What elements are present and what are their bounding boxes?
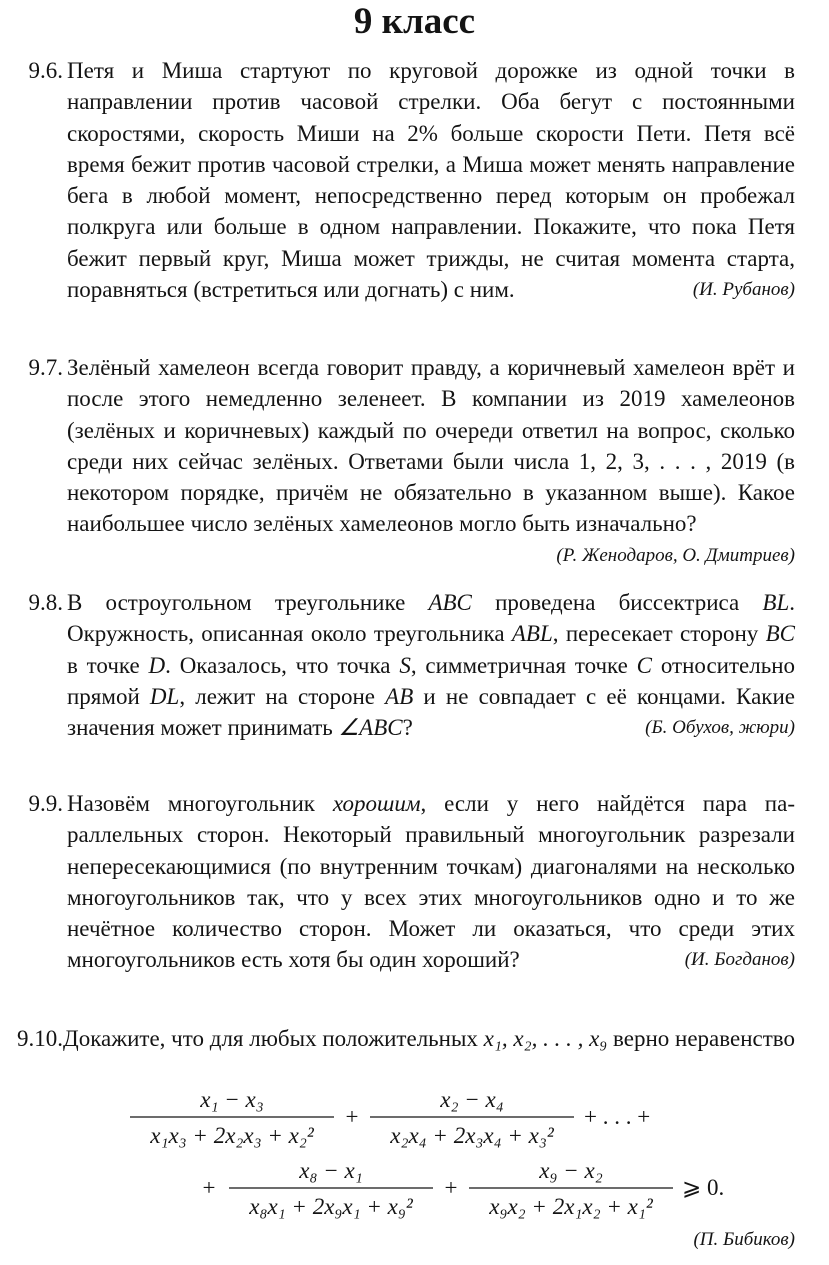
text-part: Докажите, что для любых положительных [63,1026,484,1051]
fraction-1-numerator: x₁ − x₃ [200,1087,264,1112]
math-dl: DL [149,683,180,709]
fraction-2-denominator: x₂x₄ + 2x₃x₄ + x₃² [390,1123,554,1148]
text-part: В остроугольном треугольнике [67,590,429,615]
text-part: относительно прямой [67,652,796,709]
math-s: S [399,652,411,678]
problem-author: (Б. Обухов, жюри) [645,717,795,739]
formula-svg [0,1080,829,1230]
math-ab: AB [385,683,414,709]
fraction-2-numerator: x₂ − x₄ [440,1087,504,1112]
fraction-4-denominator: x₉x₂ + 2x₁x₂ + x₁² [489,1194,653,1219]
problem-text [67,352,795,571]
problem-statement: Зелёный хамелеон всегда говорит правду, а коричневый хамелеон врёт и после этого немедленно зеленеет. В компании из 2019 хамелеонов (зелёных и коричневых) каждый по очереди ответил на вопрос, сколько среди них сейчас зелёных. Ответами были числа 1, 2, 3, . . . , 2019 (в некотором порядке, причём не обязательно в указанном выше). Какое наибольшее число зелёных хамелеонов могло быть изначально? [67,355,795,537]
problem-author: (П. Бибиков) [693,1229,795,1250]
plus-sign: + [444,1175,458,1200]
math-c: C [636,652,653,678]
page-title: 9 класс [353,1,476,42]
problem-author: (И. Богданов) [684,949,795,971]
math-bl: BL [762,590,790,615]
math-variables: x₁, x₂, . . . , x₉ [483,1026,608,1051]
plus-sign: + [202,1175,216,1200]
text-part: , лежит на стороне [179,683,386,709]
inequality-sign: ⩾ 0. [682,1175,725,1200]
text-part: , если у него найдётся пара параллельных сторон. Некоторый правильный многоугольник разрезали непересекающимися (по внутренним точкам) диагоналями на несколько многоугольников так, что у всех этих многоугольников одно и то же нечётное количество сторон. Может ли оказаться, что среди этих многоугольников есть хотя бы один хороший? [67,791,795,973]
text-part: , пересекает сторону [552,621,766,647]
author-line [63,1224,795,1255]
problem-number: 9.8. [28,590,63,615]
problem-number: 9.9. [28,791,63,816]
problem-author: (И. Рубанов) [692,279,795,301]
fraction-1-denominator: x₁x₃ + 2x₂x₃ + x₂² [150,1123,314,1148]
text-part: проведена биссектриса [471,590,763,615]
math-d: D [148,652,166,678]
ellipsis-plus: + . . . + [584,1104,651,1129]
fraction-3-numerator: x₈ − x₁ [299,1158,363,1183]
text-part: и не совпадает с её концами. Какие значения может принимать [67,683,795,741]
problem-number: 9.10. [17,1026,63,1051]
problem-text [63,1023,795,1054]
text-part: . Окружность, описанная около треугольника [67,590,795,647]
math-angle-abc: ∠ABC [338,715,403,741]
fraction-4-numerator: x₉ − x₂ [539,1158,603,1183]
fraction-3-denominator: x₈x₁ + 2x₉x₁ + x₉² [249,1194,413,1219]
text-part: Назовём многоугольник [67,791,333,816]
text-part: . Оказалось, что точка [165,652,400,678]
problem-statement: Петя и Миша стартуют по круговой дорожке из одной точки в направлении против часовой стрелки. Оба бегут с постоянными скоростями, скорость Миши на 2% больше скорости Пети. Петя всё время бежит против часовой стрелки, а Миша может менять направление бега в любой момент, непосредственно перед которым он пробежал полкруга или больше в одном направлении. Покажите, что пока Петя бежит первый круг, Миша может трижды, не считая момента старта, поравняться (встретиться или догнать) с ним. [67,58,795,303]
math-abl: ABL [511,621,553,647]
problem-number: 9.7. [28,355,63,380]
math-abc: ABC [428,590,472,615]
text-part: ? [402,715,413,741]
plus-sign: + [345,1104,359,1129]
text-part: в точке [67,652,149,678]
text-part: , симметричная точке [410,652,637,678]
text-part: верно неравенство [607,1026,795,1051]
problem-text [67,55,795,305]
problem-number: 9.6. [28,58,63,83]
problem-author: (Р. Женодаров, О. Дмитриев) [556,544,795,566]
inequality-formula [0,1080,829,1230]
problem-text [67,587,795,743]
math-bc: BC [765,621,795,647]
emphasis-term: хорошим [332,791,421,816]
problem-text [67,788,795,976]
